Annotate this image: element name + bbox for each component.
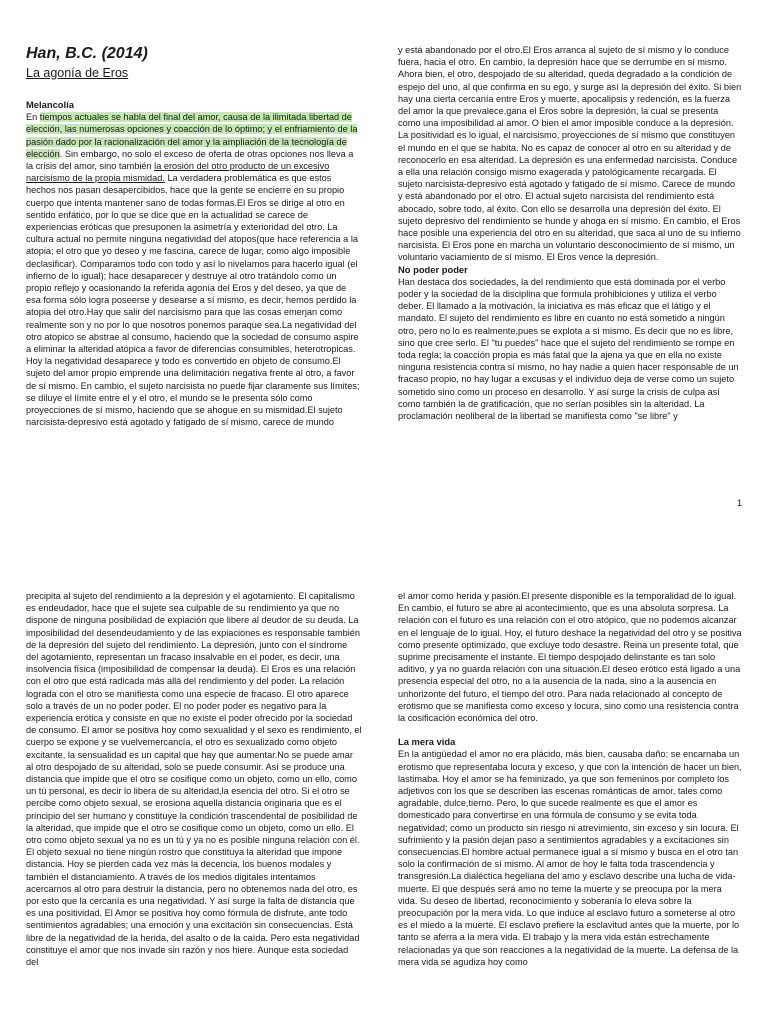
document-book-title: La agonía de Eros [26, 66, 129, 80]
section-heading-mera-vida: La mera vida [398, 736, 456, 748]
paragraph-rendimiento: precipita al sujeto del rendimiento a la depresión y el agotamiento. El capitalismo es endeudador, hace que el sujete sea culpable de su rendimiento ya que no dispone de ninguna posibilidad de expiación que libere al deudor de su deuda. La imposibilidad del desendeudamiento y de las expiaciones es responsable también de la depresión del sujeto del rendimiento. La depresión, junto con el síndrome del agotamiento, representan un fracaso insalvable en el poder, es decir, una insolvencia física (imposibilidad de compensar la deuda). El Eros es una relación con el otro que está radicada más allá del rendimiento y del poder. La relación lograda con el otro se manifiesta como una especie de fracaso. El otro aparece solo a través de un no poder poder. El no poder poder es negativo para la experiencia erótica y consiste en que no existe el poder ofrecido por la sociedad de consumo. El amor se positiva hoy como sexualidad y el sexo es rendimiento, el cuerpo se expone y se vuelvemercancía, el otro es sexualizado como objeto excitante, la sensualidad es un capital que hay que aumentar.No se puede amar al otro despojado de su alteridad, solo se puede consumir. Así se produce una distancia que impide que el otro se cosifique como un objeto, como un ello, como un tú personal, es decir lo libera de su alteridad,la esencia del otro. Si el otro se percibe como objeto sexual, se erosiona aquella distancia originaria que es el principio del ser humano y constituye la condición trascendental de posibilidad de la alteridad, que impide que el otro se cosifique como un objeto, como un ello. El otro como objeto sexual ya no es un tú y ya no es posible ninguna relación con él. El objeto sexual no tiene ningún rostro que constituya la alteridad que impone distancia. Hoy se pierden cada vez más la decencia, los buenos modales y también el distanciamiento. A través de los medios digitales intentamos acercarnos al otro para destruir la distancia, pero no obtenemos nada del otro, es por esto que la cercanía es una negatividad. Y así surge la falta de distancia que es una positividad. El Amor se positiva hoy como fórmula de disfrute, ante todo sentimientos agradables; una emoción y una excitación sin consecuencias. Está libre de la negatividad de la herida, del asalto o de la caída. Pero esta negatividad constituye el amor que nos invade sin razón y nos hiere. Aunque esta sociedad del [26, 591, 362, 968]
page2-right-column [398, 590, 742, 968]
paragraph-eros-depresion: y está abandonado por el otro.El Eros arranca al sujeto de sí mismo y lo conduce fuera, hacia el otro. En cambio, la depresión hace que se derrumbe en sí mismo. Ahora bien, el otro, despojado de su alteridad, queda degradado a la condición de espejo del uno, al que confirma en su ego, y surge así la depresión del éxito. Si bien hay una cierta cercanía entre Eros y muerte, apocalipsis y redención, es la fuerza del amor la que prevalece,gana el Eros sobre la depresión, la cual se presenta como una imposibilidad al amor. O bien el amor imposible conduce a la depresión. La positividad es lo igual, el narcisismo, proyecciones de sí mismo que constituyen el mundo en el que se habita. No es capaz de conocer al otro en su alteridad y de reconocerlo en esa alteridad. La depresión es una enfermedad narcisista. Conduce a ella una relación consigo mismo exagerada y patológicamente recargada. El sujeto narcisista-depresivo está agotado y fatigado de sí mismo. Carece de mundo y está abandonado por el otro. El actual sujeto narcisista del rendimiento está abocado, sobre todo, al éxito. Con ello se desarrolla una depresión del éxito. El sujeto depresivo del rendimiento se hunde y ahoga en sí mismo. En cambio, el Eros hace posible una experiencia del otro en su alteridad, que saca al uno de su infierno narcisista. El Eros pone en marcha un voluntario desconocimiento de sí mismo, un voluntario vaciamiento de sí mismo. El Eros vence la depresión. [398, 45, 742, 263]
document-author-year: Han, B.C. (2014) [26, 45, 148, 62]
section-heading-melancolia: Melancolía [26, 99, 74, 110]
page-number: 1 [736, 498, 742, 508]
paragraph-no-poder-poder: Han destaca dos sociedades, la del rendimiento que está dominada por el verbo poder y la sociedad de la disciplina que formula prohibiciones y utiliza el verbo deber. El llamado a la motivación, la iniciativa es más eficaz que el látigo y el mandato. El sujeto del rendimiento es libre en cuanto no está sometido a ningún otro, pero no lo es realmente,pues se explota a sí mismo. Es decir que no es libre, sino que cree serlo. El "tu puedes" hace que el sujeto del rendimiento se rompe en toda regla; la coacción propia es más fatal que la ajena ya que en ella no existe ninguna resistencia contra sí mismo, no hay nadie a quien hacer responsable de un fracaso propio, no hay lugar a excusas y el individuo deja de verse como un sujeto sometido sino como un proceso en desarrollo. Y así surge la crisis de culpa así como también la de gratificación, que no serían posibles sin la alteridad. La proclamación neoliberal de la libertad se manifiesta como "se libre" y [398, 276, 739, 422]
underlined-text: la erosión del otro producto de un excesivo narcisismo de la propia mismidad. [26, 161, 330, 184]
paragraph-lead: En [26, 112, 40, 123]
page1-left-column [26, 44, 362, 428]
paragraph-rest: La verdadera problemática es que estos hechos nos pasan desapercibidos, hace que la gente se encierre en su propio cuerpo que intenta mantener sano de todas formas.El Eros se dirige al otro en sentido enfático, por lo que se dice que en la actualidad se carece de experiencias eróticas que presuponen la asimetría y exterioridad del otro. La cultura actual no permite ninguna negatividad del atopos(que hace referencia a la atopia; el otro que yo deseo y me fascina, carece de lugar, como algo imposible declasificar). Comparamos todo con todo y así lo nivelamos para hacerlo igual (el infierno de lo igual); hace desaparecer y destruye al otro tratándolo como un propio reflejo y ocasionando la referida agonía del Eros y del deseo, ya que de esa forma sólo logra poseerse y desearse a sí mismo, es decir, hemos perdido la atopia del otro.Hay que salir del narcisismo para que las cosas emerjan como realmente son y no por lo que nosotros ponemos paraque sea.La negatividad del otro atopico se abstrae al consumo, haciendo que la sociedad de consumo aspire a eliminar la alteridad atópica a favor de diferencias consumibles, heterotropicas. Hoy la negatividad desaparece y todo es convertido en objeto de consumo.El sujeto del amor propio emprende una delimitación negativa frente al otro, a favor de sí mismo. En cambio, el sujeto narcisista no puede fijar claramente sus límites; se diluye el límite entre el y el otro, el mundo se le presenta sólo como proyecciones de sí mismo, haciendo que se ahogue en su mismidad.El sujeto narcisista-depresivo está agotado y fatigado de sí mismo, carece de mundo [26, 173, 360, 428]
paragraph-spacer [398, 724, 742, 736]
paragraph-mera-vida: En la antigüedad el amor no era plácido, más bien, causaba daño; se encarnaba un erotismo que representaba locura y exceso, y que con la intención de hacer un bien, lastimaba. Hoy el amor se ha feminizado, ya que son femeninos por completo los adjetivos con los que se describen las escenas románticas de amor, tales como agradable, dulce,tierno. Pero, lo que sucede realmente es que el amor es domesticado para convertirse en una fórmula de consumo y se evita toda negatividad; como un producto sin riesgo ni atrevimiento, sin exceso y sin locura. El sufrimiento y la pasión dejan paso a sentimientos agradables y a excitaciones sin consecuencias.El hombre actual permanece igual a sí mismo y busca en el otro tan solo la confirmación de sí mismo. Al amor de hoy le falta toda trascendencia y transgresión.La dialéctica hegeliana del amo y esclavo describe una lucha de vida-muerte. El que después será amo no teme la muerte y se preocupa por la mera vida. Su deseo de libertad, reconocimiento y soberanía lo eleva sobre la preocupación por la mera vida. Lo que induce al esclavo futuro a someterse al otro es el miedo a la muerte. El esclavo prefiere la esclavitud antes que la muerte, por lo tanto se aferra a la mera vida. El trabajo y la mera vida están estrechamente relacionadas ya que son reacciones a la negatividad de la muerte. La defensa de la mera vida se agudiza hoy como [398, 749, 742, 967]
paragraph-amor-herida: el amor como herida y pasión.El presente disponible es la temporalidad de lo igual. En cambio, el futuro se abre al acontecimiento, que es una absoluta sorpresa. La relación con el futuro es una relación con el otro atópico, que no podemos alcanzar en el lenguaje de lo igual. Hoy, el futuro deshace la negatividad del otro y se positiva como presente optimizado, que excluye todo desastre. Reina un presente total, que suprime precisamente el instante. El tiempo despojado delinstante es tan solo aditivo, y ya no guarda relación con una situación.El deseo erótico está ligado a una presencia especial del otro, no a la ausencia de la nada, sino a la ausencia en unhorizonte del futuro, el tiempo del otro. Para nada relacionado al concepto de erotismo que se manifiesta como exceso y locura, sino como una resistencia contra la cosificación económica del otro. [398, 591, 742, 724]
paragraph-melancolia [26, 111, 362, 428]
paragraph-mid: . Sin embargo, no solo el exceso de oferta de otras opciones nos lleva a la crisis del amor, sino también [26, 148, 354, 172]
section-heading-no-poder-poder: No poder poder [398, 263, 468, 275]
highlighted-text: tiempos actuales se habla del final del amor, causa de la ilimitada libertad de elección, las numerosas opciones y coacción de lo óptimo; y el enfriamiento de la pasión dado por la racionalización del amor y la ampliación de la tecnología de elección [26, 112, 358, 159]
page2-left-column [26, 590, 362, 968]
page1-right-column [398, 44, 742, 422]
